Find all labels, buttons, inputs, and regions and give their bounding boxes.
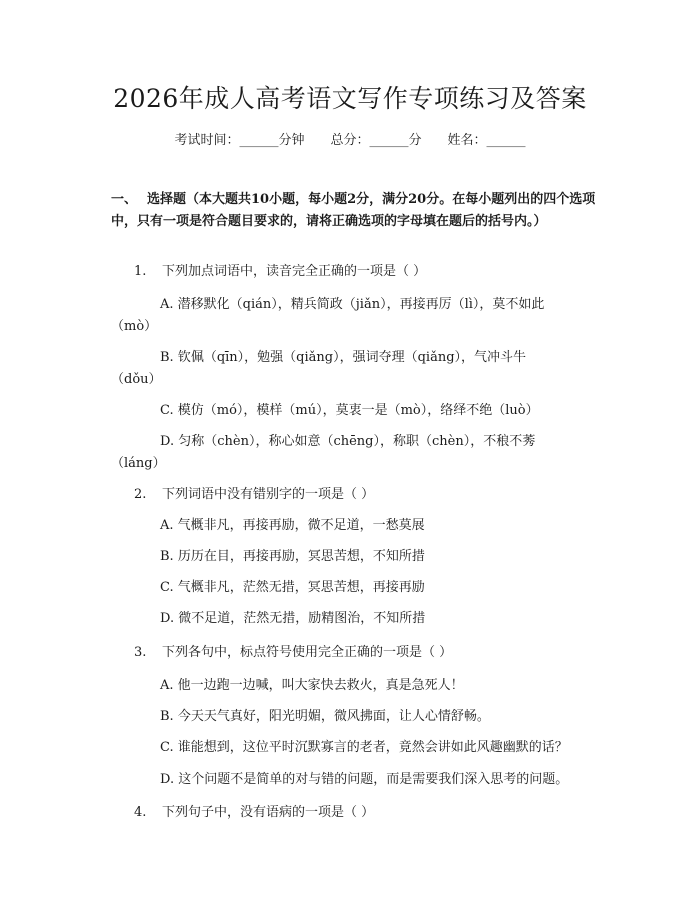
question-3 — [134, 643, 452, 663]
question-2 — [134, 485, 374, 505]
q3-option-a: A. 他一边跑一边喊，叫大家快去救火，真是急死人！ — [160, 678, 464, 693]
q1-option-b: B. 钦佩（qīn），勉强（qiǎng），强词夺理（qiǎng），气冲斗牛 — [160, 350, 527, 365]
q1-option-d: D. 匀称（chèn），称心如意（chēng），称职（chèn），不稂不莠 — [160, 434, 536, 449]
student-name-field: 姓名：______ — [447, 133, 526, 148]
question-stem: 下列句子中，没有语病的一项是（ ） — [162, 805, 375, 820]
q3-option-d: D. 这个问题不是简单的对与错的问题，而是需要我们深入思考的问题。 — [160, 772, 569, 787]
q1-option-a-cont: （mò） — [111, 319, 158, 334]
page-title: 2026年成人高考语文写作专项练习及答案 — [113, 84, 587, 113]
q3-option-b: B. 今天天气真好，阳光明媚，微风拂面，让人心情舒畅。 — [160, 709, 490, 724]
q1-option-b-cont: （dǒu） — [111, 372, 162, 387]
total-score-field: 总分：______分 — [330, 133, 422, 148]
section-number: 一、 — [111, 192, 138, 207]
exam-meta-row — [0, 131, 700, 151]
question-number: 4. — [134, 805, 147, 820]
q2-option-c: C. 气概非凡，茫然无措，冥思苦想，再接再励 — [160, 580, 425, 595]
exam-time-field: 考试时间：______分钟 — [174, 133, 305, 148]
question-stem: 下列加点词语中，读音完全正确的一项是（ ） — [162, 264, 427, 279]
q1-option-d-cont: （láng） — [111, 456, 166, 471]
q2-option-b: B. 历历在目，再接再励，冥思苦想，不知所措 — [160, 549, 425, 564]
question-number: 1. — [134, 264, 147, 279]
q2-option-d: D. 微不足道，茫然无措，励精图治，不知所措 — [160, 611, 426, 626]
q2-option-a: A. 气概非凡，再接再励，微不足道，一愁莫展 — [160, 518, 425, 533]
q1-option-c: C. 模仿（mó），模样（mú），莫衷一是（mò），络绎不绝（luò） — [160, 403, 539, 418]
question-number: 3. — [134, 645, 147, 660]
section-instructions: 选择题（本大题共10小题，每小题2分，满分20分。在每小题列出的四个选项中，只有一项是符合题目要求的，请将正确选项的字母填在题后的括号内。） — [111, 192, 596, 229]
question-1 — [134, 262, 426, 282]
question-stem: 下列各句中，标点符号使用完全正确的一项是（ ） — [162, 645, 453, 660]
question-number: 2. — [134, 487, 147, 502]
q1-option-a: A. 潜移默化（qián），精兵简政（jiǎn），再接再厉（lì），莫不如此 — [160, 297, 545, 312]
section-heading — [111, 189, 599, 233]
q3-option-c: C. 谁能想到，这位平时沉默寡言的老者，竟然会讲如此风趣幽默的话？ — [160, 740, 568, 755]
question-stem: 下列词语中没有错别字的一项是（ ） — [162, 487, 375, 502]
question-4 — [134, 803, 374, 823]
